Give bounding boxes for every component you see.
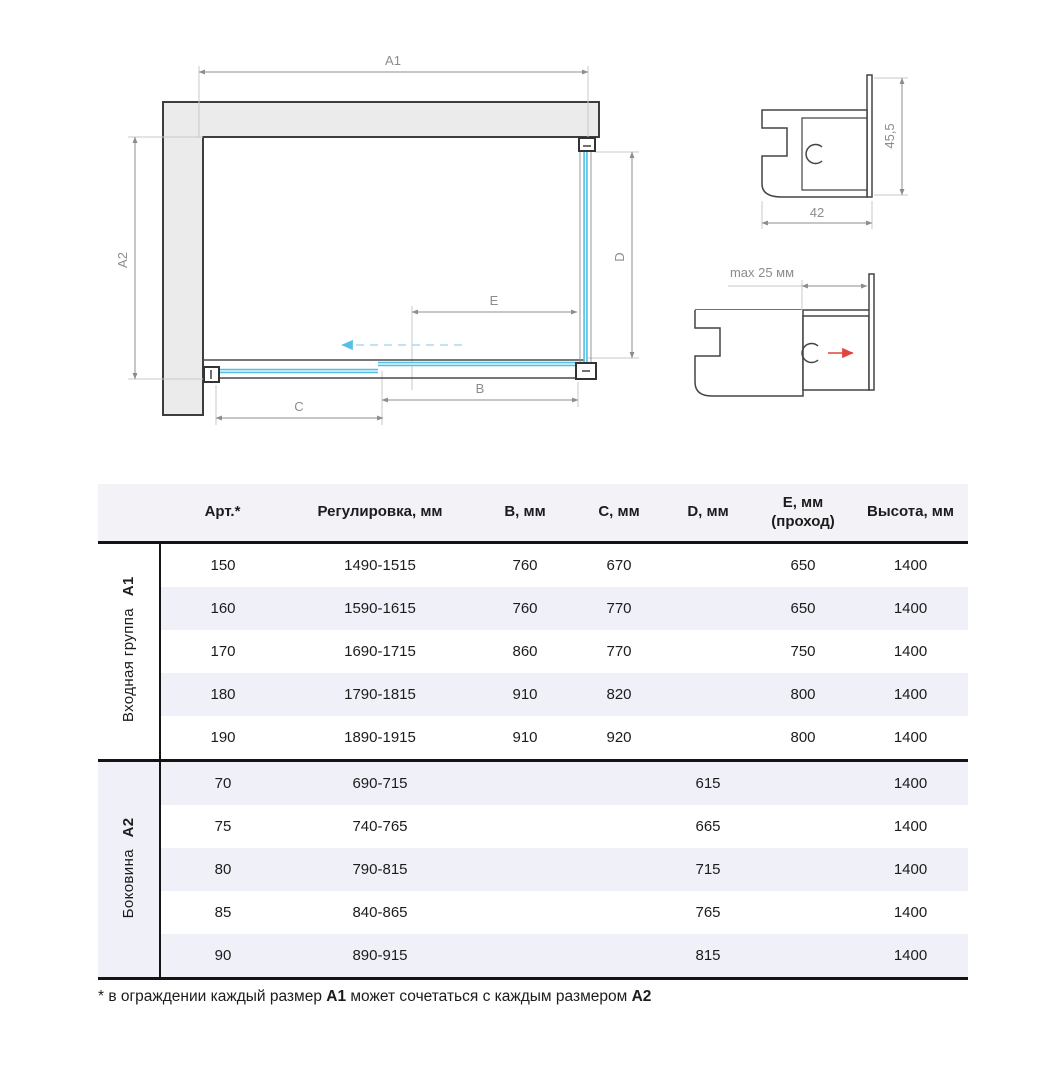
table-row [98, 673, 968, 716]
dim-label-d: D [612, 252, 627, 262]
cell-art: 80 [160, 848, 285, 891]
cell-e [753, 848, 853, 891]
table-row [98, 587, 968, 630]
cell-reg: 790-815 [285, 848, 475, 891]
cell-d: 765 [695, 904, 721, 921]
table-row [98, 891, 968, 934]
cell-d: 615 [663, 761, 753, 806]
cell-e [753, 891, 853, 934]
cell-d [663, 543, 753, 588]
header-height: Высота, мм [853, 484, 968, 543]
cell-e [753, 805, 853, 848]
cell-c [575, 891, 663, 934]
cell-b [475, 848, 575, 891]
header-d: D, мм [663, 484, 753, 543]
wall [163, 102, 599, 415]
table-header [98, 484, 968, 543]
cell-b: 760 [475, 587, 575, 630]
header-empty [98, 484, 160, 543]
table-row [98, 543, 968, 588]
cell-e [753, 934, 853, 979]
footnote [98, 988, 651, 1006]
footnote-a2: А2 [631, 988, 652, 1005]
cell-c [575, 761, 663, 806]
cell-b [475, 761, 575, 806]
profile-flange-2 [869, 274, 874, 390]
cell-c: 770 [575, 587, 663, 630]
group-tag: А1 [120, 576, 137, 597]
dim-label-a1: A1 [385, 53, 401, 68]
profile-body [762, 110, 867, 197]
cell-b: 910 [512, 729, 538, 746]
cell-d: 715 [663, 848, 753, 891]
table-row [98, 934, 968, 979]
header-reg: Регулировка, мм [285, 484, 475, 543]
cell-reg: 740-765 [352, 818, 408, 835]
table-row [98, 630, 968, 673]
cell-e: 800 [790, 729, 816, 746]
cell-h: 1400 [853, 673, 968, 716]
cell-d [663, 630, 753, 673]
cell-art: 90 [160, 934, 285, 979]
cell-reg: 890-915 [285, 934, 475, 979]
group-entrance-a1 [98, 543, 968, 761]
cell-art: 170 [210, 643, 236, 660]
cell-b [475, 805, 575, 848]
group-name: Боковина [120, 848, 137, 919]
group-side-a2 [98, 761, 968, 979]
profile-section-corner [762, 75, 908, 229]
cell-h: 1400 [893, 557, 928, 574]
cell-art: 150 [210, 557, 236, 574]
cell-c: 920 [606, 729, 632, 746]
cell-reg: 1690-1715 [344, 643, 416, 660]
header-e-line1: Е, мм [782, 493, 824, 511]
header-b: В, мм [475, 484, 575, 543]
cell-e: 800 [753, 673, 853, 716]
dim-label-max25: max 25 мм [729, 265, 795, 280]
dim-label-c: C [294, 399, 304, 414]
table-row [98, 716, 968, 761]
cell-h: 1400 [853, 934, 968, 979]
cell-c: 820 [575, 673, 663, 716]
table-row [98, 761, 968, 806]
profile-wall-block [695, 310, 803, 396]
cell-reg: 840-865 [352, 904, 408, 921]
header-e-line2: (проход) [771, 512, 835, 530]
table-row [98, 805, 968, 848]
cell-d [663, 716, 753, 761]
dim-label-455: 45,5 [882, 123, 897, 149]
dim-label-42: 42 [809, 205, 825, 220]
cell-reg: 1590-1615 [285, 587, 475, 630]
cell-d: 665 [695, 818, 721, 835]
table-row [98, 848, 968, 891]
profile-section-extension [695, 265, 874, 396]
cell-h: 1400 [853, 848, 968, 891]
cell-h: 1400 [893, 729, 928, 746]
cell-c [575, 934, 663, 979]
cell-d [663, 587, 753, 630]
technical-drawing [90, 38, 970, 478]
cell-e: 650 [790, 557, 816, 574]
cell-b [475, 934, 575, 979]
cell-reg: 1790-1815 [285, 673, 475, 716]
header-art: Арт.* [160, 484, 285, 543]
cell-b [475, 891, 575, 934]
cell-b: 760 [512, 557, 538, 574]
cell-c: 770 [606, 643, 632, 660]
cell-art: 160 [160, 587, 285, 630]
cell-c [575, 805, 663, 848]
dim-label-e: E [489, 293, 499, 308]
footnote-a1: А1 [326, 988, 347, 1005]
footnote-text-1: * в ограждении каждый размер [98, 988, 327, 1005]
cell-reg: 1490-1515 [344, 557, 416, 574]
cell-b: 860 [512, 643, 538, 660]
spec-table [98, 484, 968, 980]
spec-table-wrap [98, 484, 968, 980]
plan-view [115, 53, 639, 425]
cell-art: 75 [214, 818, 232, 835]
group-label-a2 [98, 761, 160, 979]
cell-art: 190 [210, 729, 236, 746]
dim-label-b: B [475, 381, 485, 396]
header-e [753, 484, 853, 543]
group-tag: А2 [120, 816, 137, 837]
cell-art: 180 [160, 673, 285, 716]
group-name: Входная группа [120, 608, 137, 723]
header-c: С, мм [575, 484, 663, 543]
cell-h: 1400 [893, 904, 928, 921]
cell-e [753, 761, 853, 806]
cell-h: 1400 [893, 643, 928, 660]
cell-h: 1400 [853, 587, 968, 630]
cell-reg: 690-715 [285, 761, 475, 806]
cell-h: 1400 [893, 818, 928, 835]
cell-d [663, 673, 753, 716]
group-label-a1 [98, 543, 160, 761]
footnote-text-2: может сочетаться с каждым размером [346, 988, 632, 1005]
cell-b: 910 [475, 673, 575, 716]
cell-art: 70 [160, 761, 285, 806]
cell-art: 85 [214, 904, 232, 921]
cell-e: 650 [753, 587, 853, 630]
cell-reg: 1890-1915 [344, 729, 416, 746]
profile-ext-extensions [728, 280, 802, 310]
cell-e: 750 [790, 643, 816, 660]
cell-h: 1400 [853, 761, 968, 806]
dim-label-a2: A2 [115, 252, 130, 268]
cell-c [575, 848, 663, 891]
cell-c: 670 [606, 557, 632, 574]
cell-d: 815 [663, 934, 753, 979]
